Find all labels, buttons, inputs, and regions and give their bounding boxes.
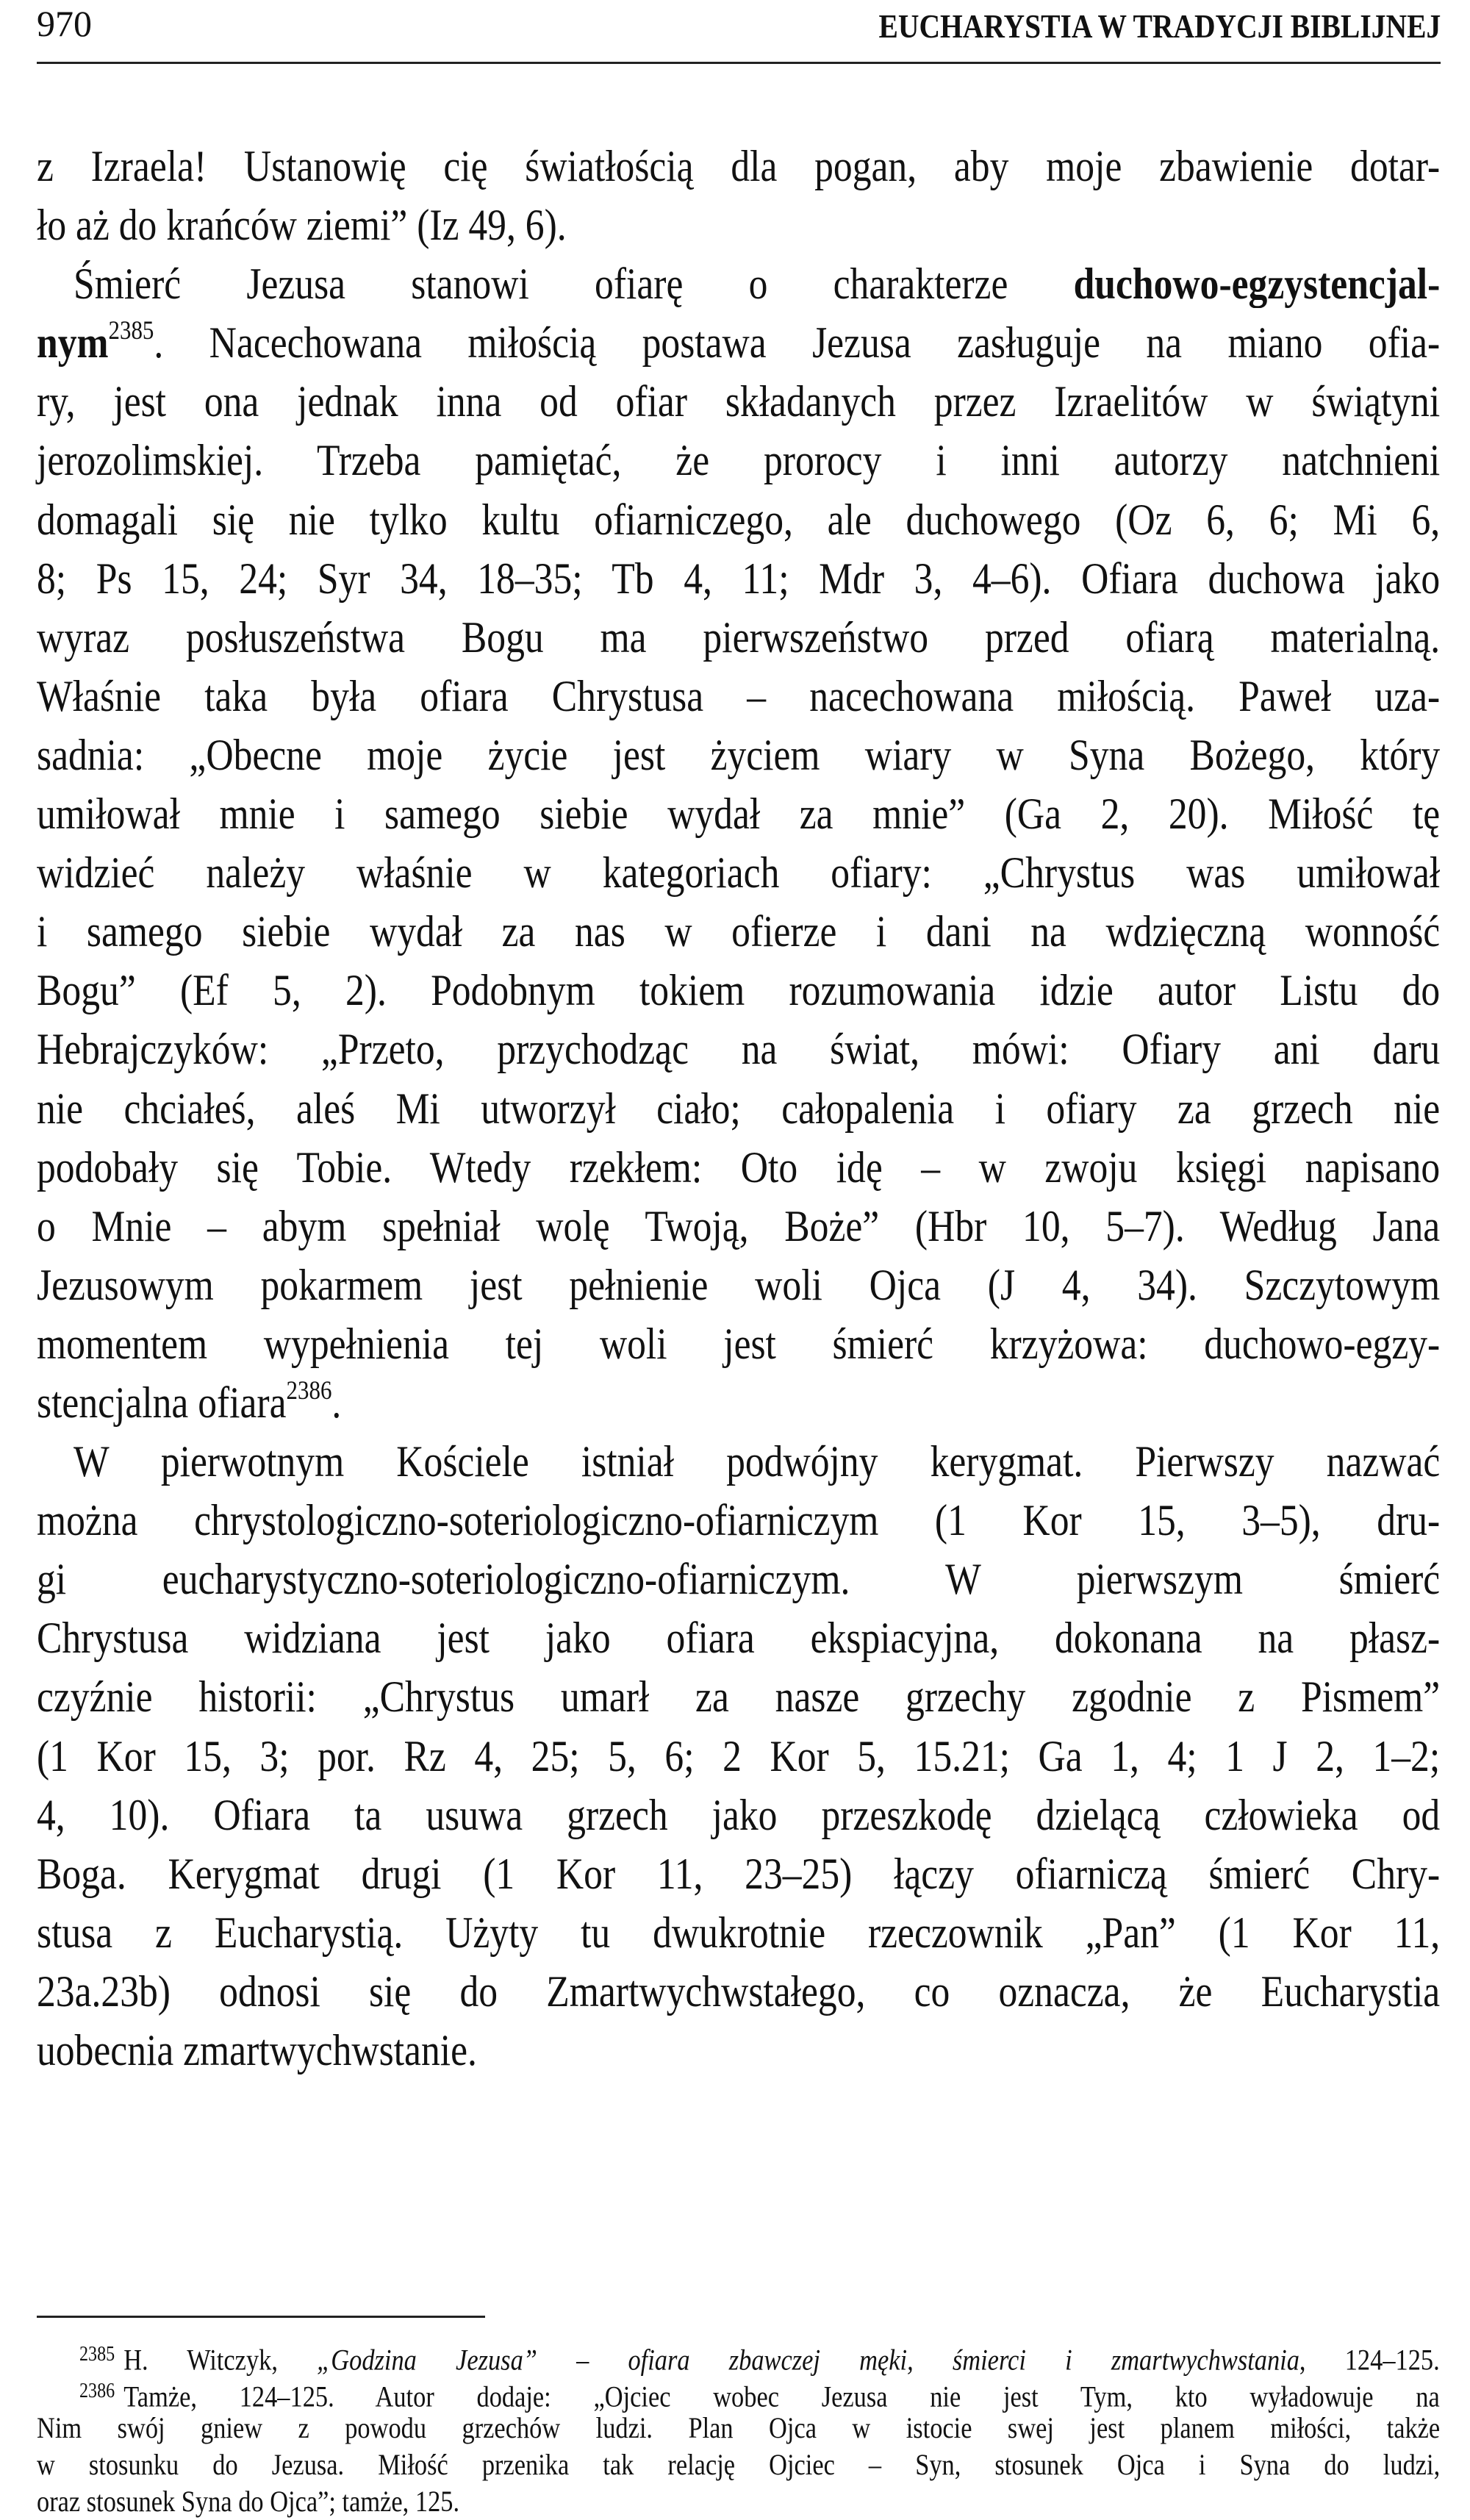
text-line — [37, 1432, 1441, 1491]
line-content — [37, 961, 1440, 1020]
text-line — [37, 1962, 1441, 2021]
line-content — [37, 1903, 1440, 1962]
text-line — [37, 608, 1441, 667]
line-content — [37, 2021, 1440, 2080]
line-text: podobały się Tobie. Wtedy rzekłem: Oto idę – w zwoju księgi napisano — [37, 1142, 1441, 1192]
line-text: widzieć należy właśnie w kategoriach ofiary: „Chrystus was umiłował — [37, 848, 1441, 898]
text-line — [37, 784, 1441, 843]
line-text: Właśnie taka była ofiara Chrystusa – nacechowana miłością. Paweł uza- — [37, 671, 1441, 720]
footnote-line — [37, 2336, 1441, 2377]
footnote-separator — [37, 2316, 485, 2318]
line-content — [37, 608, 1440, 667]
text-line — [37, 1550, 1441, 1608]
footnote-text: H. Witczyk, — [123, 2343, 318, 2377]
line-text: jerozolimskiej. Trzeba pamiętać, że prorocy i inni autorzy natchnieni — [37, 436, 1441, 485]
text-line — [37, 1491, 1441, 1550]
line-text: domagali się nie tylko kultu ofiarniczego, ale duchowego (Oz 6, 6; Mi 6, — [37, 495, 1441, 544]
text-line — [37, 1256, 1441, 1314]
footnote-text: oraz stosunek Syna do Ojca”; tamże, 125. — [37, 2485, 460, 2518]
text-line — [37, 1786, 1441, 1844]
text-line — [37, 1197, 1441, 1256]
line-content — [37, 1138, 1440, 1197]
line-text: można chrystologiczno-soteriologiczno-ofiarniczym (1 Kor 15, 3–5), dru- — [37, 1496, 1441, 1545]
header-rule — [37, 62, 1441, 64]
line-text: z Izraela! Ustanowię cię światłością dla pogan, aby moje zbawienie dotar- — [37, 142, 1441, 190]
line-content — [37, 1197, 1440, 1256]
page-number: 970 — [37, 3, 92, 44]
line-content — [37, 1844, 1440, 1903]
text-line — [37, 1903, 1441, 1962]
footnote-content — [37, 2483, 1440, 2520]
footnote-content — [79, 2373, 1440, 2416]
text-line — [37, 372, 1441, 431]
line-text: Bogu” (Ef 5, 2). Podobnym tokiem rozumowania idzie autor Listu do — [37, 966, 1441, 1015]
line-content — [37, 1550, 1440, 1608]
bold-term: nym — [37, 318, 109, 368]
text-line — [37, 1373, 1441, 1432]
line-text: Hebrajczyków: „Przeto, przychodząc na świat, mówi: Ofiary ani daru — [37, 1025, 1441, 1074]
line-content — [37, 1314, 1440, 1373]
line-text: (1 Kor 15, 3; por. Rz 4, 25; 5, 6; 2 Kor 5, 15.21; Ga 1, 4; 1 J 2, 1–2; — [37, 1731, 1441, 1780]
line-text: Jezusowym pokarmem jest pełnienie woli Ojca (J 4, 34). Szczytowym — [37, 1260, 1441, 1309]
line-text: stusa z Eucharystią. Użyty tu dwukrotnie rzeczownik „Pan” (1 Kor 11, — [37, 1908, 1441, 1957]
line-content — [37, 313, 1440, 372]
line-content — [37, 1667, 1440, 1726]
line-content — [37, 1727, 1440, 1786]
line-text: . — [331, 1378, 342, 1427]
text-line — [37, 490, 1441, 549]
line-text: sadnia: „Obecne moje życie jest życiem wiary w Syna Bożego, który — [37, 730, 1441, 779]
line-text: wyraz posłuszeństwa Bogu ma pierwszeństwo przed ofiarą materialną. — [37, 612, 1441, 662]
footnote-text: w stosunku do Jezusa. Miłość przenika tak relację Ojciec – Syn, stosunek Ojca i Syna do ludzi, — [37, 2448, 1441, 2481]
line-text: ło aż do krańców ziemi” (Iz 49, 6). — [37, 201, 567, 250]
line-content — [37, 902, 1440, 961]
line-text: stencjalna ofiara — [37, 1378, 287, 1427]
text-line — [37, 1314, 1441, 1373]
footnotes — [37, 2336, 1441, 2520]
footnote-ref: 2386 — [286, 1375, 332, 1405]
text-line — [37, 1079, 1441, 1138]
line-text: ry, jest ona jednak inna od ofiar składanych przez Izraelitów w świątyni — [37, 377, 1441, 426]
text-line — [37, 1727, 1441, 1786]
text-line — [37, 196, 1441, 254]
line-text: czyźnie historii: „Chrystus umarł za nasze grzechy zgodnie z Pismem” — [37, 1672, 1441, 1722]
text-line — [37, 254, 1441, 313]
line-text: momentem wypełnienia tej woli jest śmierć krzyżowa: duchowo-egzy- — [37, 1319, 1441, 1368]
line-content — [37, 1079, 1440, 1138]
line-text: Śmierć Jezusa stanowi ofiarę o charakterze — [74, 259, 1074, 309]
line-text: 4, 10). Ofiara ta usuwa grzech jako przeszkodę dzielącą człowieka od — [37, 1790, 1441, 1839]
text-line — [37, 843, 1441, 902]
footnote-line — [37, 2373, 1441, 2413]
text-line — [37, 549, 1441, 608]
footnote-line — [37, 2483, 1441, 2520]
line-text: 8; Ps 15, 24; Syr 34, 18–35; Tb 4, 11; Mdr 3, 4–6). Ofiara duchowa jako — [37, 554, 1441, 603]
line-content — [74, 254, 1440, 313]
text-line — [37, 2021, 1441, 2080]
body-text — [37, 137, 1441, 2080]
line-text: 23a.23b) odnosi się do Zmartwychwstałego, co oznacza, że Eucharystia — [37, 1966, 1441, 2016]
line-content — [37, 1491, 1440, 1550]
text-line — [37, 313, 1441, 372]
bold-term: duchowo-egzystencjal- — [1073, 259, 1441, 309]
text-line — [37, 137, 1441, 196]
line-content — [37, 843, 1440, 902]
line-text: gi eucharystyczno-soteriologiczno-ofiarniczym. W pierwszym śmierć — [37, 1555, 1441, 1604]
text-line — [37, 961, 1441, 1020]
footnote-ref: 2385 — [108, 315, 154, 346]
line-content — [74, 1432, 1440, 1491]
line-content — [37, 1608, 1440, 1667]
work-title: „Godzina Jezusa” – ofiara zbawczej męki, śmierci i zmartwychwstania — [317, 2343, 1299, 2377]
footnote-line — [37, 2410, 1441, 2446]
text-line — [37, 667, 1441, 726]
line-content — [37, 726, 1440, 784]
line-content — [37, 1256, 1440, 1314]
footnote-content — [79, 2336, 1440, 2379]
line-content — [37, 490, 1440, 549]
text-line — [37, 1020, 1441, 1078]
footnote-number: 2386 — [79, 2380, 115, 2402]
line-content — [37, 1786, 1440, 1844]
line-content — [37, 196, 1440, 254]
line-text: Chrystusa widziana jest jako ofiara ekspiacyjna, dokonana na płasz- — [37, 1614, 1441, 1663]
running-title: EUCHARYSTIA W TRADYCJI BIBLIJNEJ — [878, 7, 1441, 45]
text-line — [37, 1608, 1441, 1667]
footnote-text: Nim swój gniew z powodu grzechów ludzi. Plan Ojca w istocie swej jest planem miłości, także — [37, 2411, 1441, 2444]
footnote-text: , 124–125. — [1299, 2343, 1440, 2377]
text-line — [37, 1138, 1441, 1197]
text-line — [37, 902, 1441, 961]
line-content — [37, 372, 1440, 431]
text-line — [37, 431, 1441, 490]
line-text: W pierwotnym Kościele istniał podwójny kerygmat. Pierwszy nazwać — [74, 1437, 1441, 1486]
line-text: uobecnia zmartwychwstanie. — [37, 2026, 477, 2075]
text-line — [37, 726, 1441, 784]
line-content — [37, 784, 1440, 843]
line-content — [37, 137, 1440, 196]
line-text: . Nacechowana miłością postawa Jezusa zasługuje na miano ofia- — [154, 318, 1441, 368]
line-content — [37, 549, 1440, 608]
footnote-content — [37, 2446, 1440, 2483]
line-content — [37, 431, 1440, 490]
line-text: nie chciałeś, aleś Mi utworzył ciało; całopalenia i ofiary za grzech nie — [37, 1084, 1441, 1133]
line-text: i samego siebie wydał za nas w ofierze i dani na wdzięczną wonność — [37, 907, 1441, 956]
line-text: o Mnie – abym spełniał wolę Twoją, Boże” (Hbr 10, 5–7). Według Jana — [37, 1201, 1441, 1250]
footnote-text: Tamże, 124–125. Autor dodaje: „Ojciec wobec Jezusa nie jest Tym, kto wyładowuje na — [123, 2380, 1440, 2413]
text-line — [37, 1844, 1441, 1903]
footnote-number: 2385 — [79, 2343, 115, 2366]
footnote-line — [37, 2446, 1441, 2483]
line-content — [37, 667, 1440, 726]
line-text: umiłował mnie i samego siebie wydał za mnie” (Ga 2, 20). Miłość tę — [37, 790, 1441, 839]
line-content — [37, 1020, 1440, 1078]
line-content — [37, 1962, 1440, 2021]
footnote-content — [37, 2410, 1440, 2446]
line-content — [37, 1373, 1440, 1432]
text-line — [37, 1667, 1441, 1726]
line-text: Boga. Kerygmat drugi (1 Kor 11, 23–25) łączy ofiarniczą śmierć Chry- — [37, 1849, 1441, 1898]
